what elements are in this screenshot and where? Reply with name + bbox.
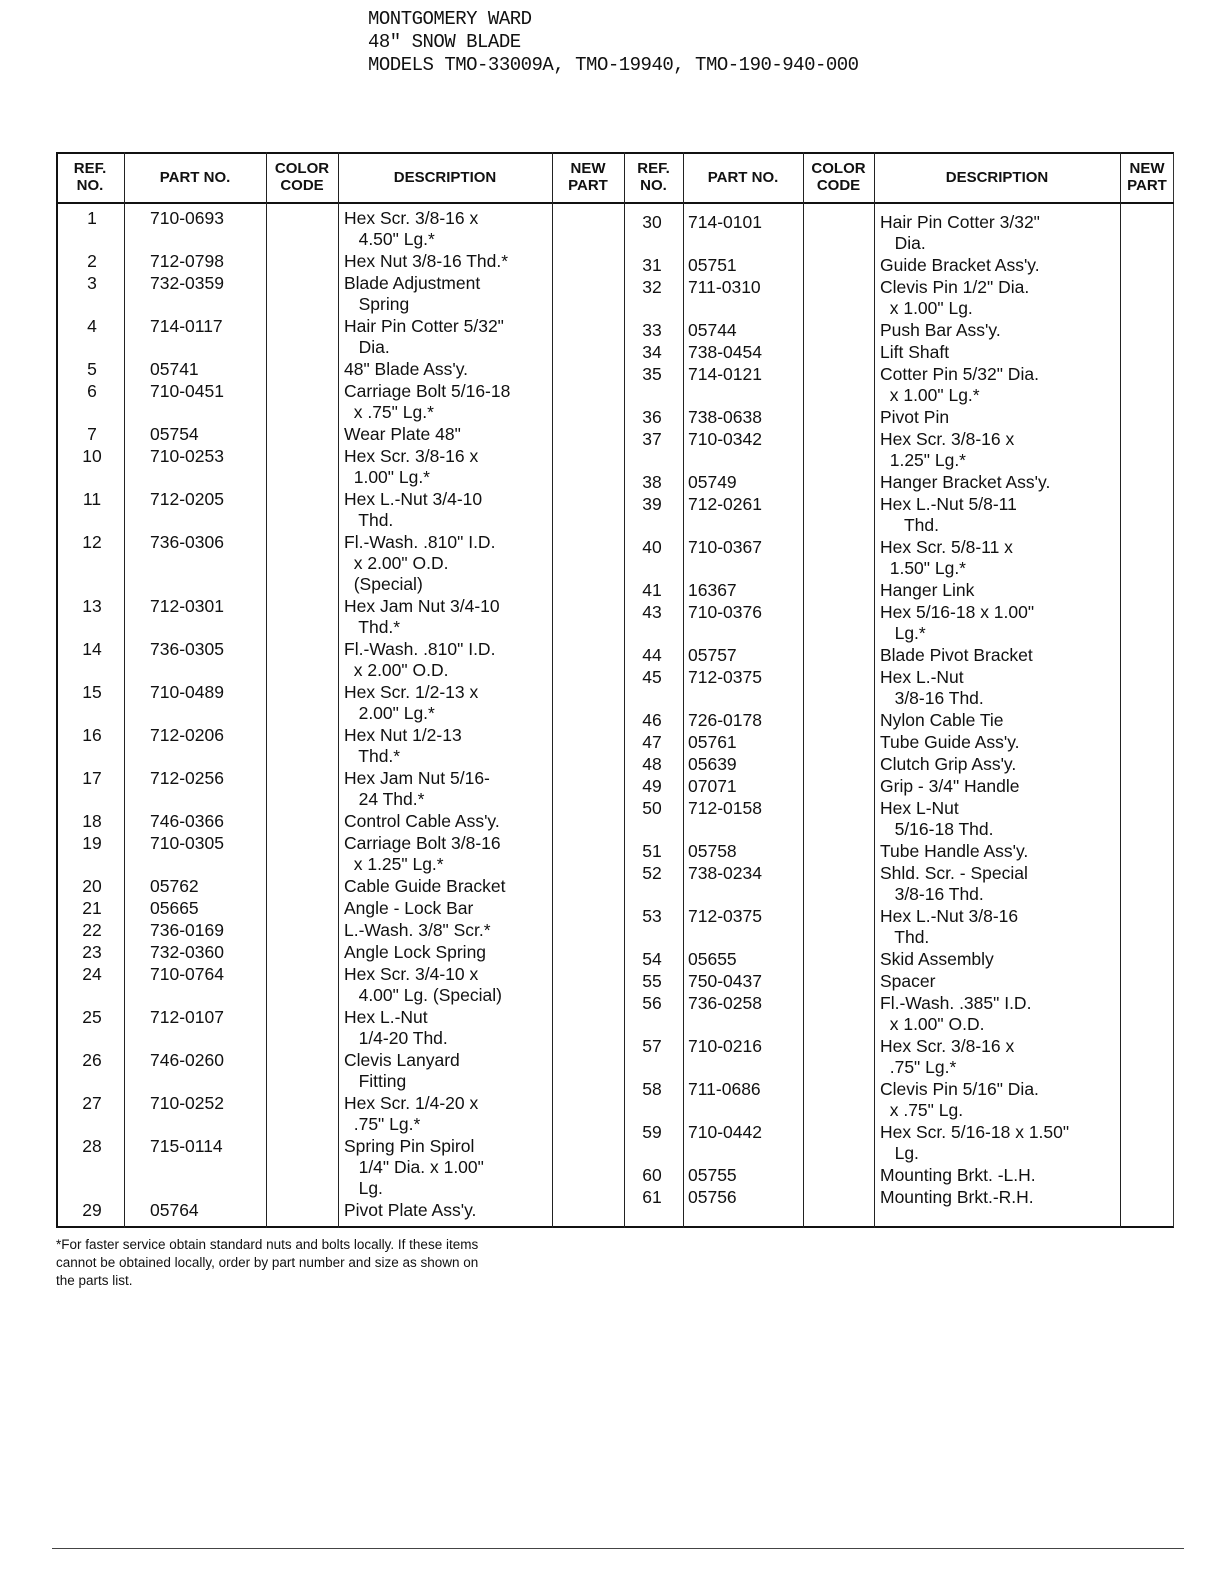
description-line: Hair Pin Cotter 5/32" [344, 316, 504, 336]
part-description [880, 798, 994, 840]
description-line: Dia. [344, 337, 390, 357]
description-line: Blade Pivot Bracket [880, 645, 1033, 665]
description-line: (Special) [344, 574, 423, 594]
part-description [880, 993, 1031, 1035]
ref-number: 6 [87, 381, 97, 401]
description-line: 1.50" Lg.* [880, 558, 966, 578]
header-ref-no-right: REF. NO. [637, 160, 670, 194]
description-line: x 1.00" Lg.* [880, 385, 980, 405]
part-description [344, 833, 501, 875]
description-line: 4.50" Lg.* [344, 229, 435, 249]
part-number: 05639 [688, 754, 737, 774]
ref-number: 30 [642, 212, 662, 232]
ref-number: 37 [642, 429, 662, 449]
description-line: Pivot Pin [880, 407, 950, 427]
description-line: Hex Nut 3/8-16 Thd.* [344, 251, 509, 271]
ref-number: 39 [642, 494, 662, 514]
ref-number: 41 [642, 580, 662, 600]
description-line: Spring Pin Spirol [344, 1136, 475, 1156]
part-number: 710-0376 [688, 602, 762, 622]
description-line: x .75" Lg.* [344, 402, 434, 422]
ref-number: 60 [642, 1165, 662, 1185]
product-line: 48" SNOW BLADE [368, 31, 521, 53]
header-color-code-right: COLOR CODE [811, 160, 866, 194]
description-line: 3/8-16 Thd. [880, 688, 984, 708]
part-number: 738-0234 [688, 863, 762, 883]
part-description [880, 1079, 1039, 1121]
part-number: 710-0216 [688, 1036, 762, 1056]
part-description [344, 424, 461, 445]
description-line: x 2.00" O.D. [344, 553, 449, 573]
description-line: Hex Nut 1/2-13 [344, 725, 462, 745]
description-line: Hex Scr. 3/8-16 x [344, 446, 479, 466]
header-divider [56, 202, 1174, 204]
description-line: Mounting Brkt.-R.H. [880, 1187, 1034, 1207]
ref-number: 11 [82, 489, 102, 509]
part-description [880, 645, 1033, 666]
part-description [880, 667, 984, 709]
part-number: 712-0375 [688, 667, 762, 687]
part-description [344, 208, 478, 250]
part-description [880, 732, 1020, 753]
part-description [880, 494, 1017, 536]
description-line: 3/8-16 Thd. [880, 884, 984, 904]
description-line: 24 Thd.* [344, 789, 425, 809]
part-description [344, 1200, 476, 1221]
description-line: Control Cable Ass'y. [344, 811, 500, 831]
part-description [880, 971, 935, 992]
part-description [880, 472, 1050, 493]
part-number: 710-0764 [150, 964, 224, 984]
description-line: Hex Scr. 3/8-16 x [880, 1036, 1015, 1056]
description-line: Clevis Pin 5/16" Dia. [880, 1079, 1039, 1099]
part-description [344, 1093, 478, 1135]
part-number: 05754 [150, 424, 199, 444]
models-line: MODELS TMO-33009A, TMO-19940, TMO-190-940-000 [368, 54, 859, 76]
part-number: 05758 [688, 841, 737, 861]
part-description [880, 754, 1016, 775]
part-description [880, 1122, 1069, 1164]
part-number: 712-0798 [150, 251, 224, 271]
description-line: Mounting Brkt. -L.H. [880, 1165, 1036, 1185]
header-description-right: DESCRIPTION [945, 168, 1049, 186]
part-description [344, 964, 502, 1006]
part-number: 738-0638 [688, 407, 762, 427]
part-description [344, 768, 490, 810]
part-number: 732-0359 [150, 273, 224, 293]
part-number: 710-0253 [150, 446, 224, 466]
part-number: 746-0366 [150, 811, 224, 831]
part-number: 714-0117 [150, 316, 223, 336]
part-description [344, 1050, 460, 1092]
part-description [344, 682, 478, 724]
description-line: L.-Wash. 3/8" Scr.* [344, 920, 491, 940]
part-number: 710-0367 [688, 537, 762, 557]
description-line: Lg.* [880, 623, 926, 643]
ref-number: 20 [82, 876, 102, 896]
ref-number: 13 [82, 596, 102, 616]
part-description [344, 898, 473, 919]
part-description [344, 876, 505, 897]
part-number: 711-0310 [688, 277, 761, 297]
part-description [880, 255, 1040, 276]
part-number: 05744 [688, 320, 737, 340]
ref-number: 35 [642, 364, 662, 384]
description-line: Hex Scr. 3/8-16 x [880, 429, 1015, 449]
part-number: 712-0158 [688, 798, 762, 818]
description-line: Fitting [344, 1071, 407, 1091]
description-line: Nylon Cable Tie [880, 710, 1004, 730]
part-description [880, 429, 1014, 471]
description-line: x .75" Lg. [880, 1100, 964, 1120]
part-description [880, 841, 1028, 862]
part-description [880, 863, 1028, 905]
description-line: Hex L.-Nut 3/4-10 [344, 489, 483, 509]
header-part-no-right: PART NO. [707, 168, 779, 186]
part-description [880, 212, 1040, 254]
part-number: 710-0451 [150, 381, 224, 401]
ref-number: 26 [82, 1050, 102, 1070]
ref-number: 16 [82, 725, 102, 745]
part-description [344, 1136, 484, 1199]
document-header [368, 8, 859, 77]
part-number: 05764 [150, 1200, 199, 1220]
description-line: Hanger Bracket Ass'y. [880, 472, 1051, 492]
description-line: 1/4" Dia. x 1.00" [344, 1157, 484, 1177]
part-number: 736-0306 [150, 532, 224, 552]
description-line: Clevis Pin 1/2" Dia. [880, 277, 1030, 297]
part-description [344, 725, 462, 767]
ref-number: 40 [642, 537, 662, 557]
ref-number: 4 [87, 316, 97, 336]
part-number: 07071 [688, 776, 737, 796]
description-line: Guide Bracket Ass'y. [880, 255, 1040, 275]
header-ref-no: REF. NO. [73, 160, 107, 194]
description-line: Hex Scr. 1/4-20 x [344, 1093, 479, 1113]
ref-number: 32 [642, 277, 662, 297]
part-number: 05755 [688, 1165, 737, 1185]
description-line: Hex 5/16-18 x 1.00" [880, 602, 1035, 622]
part-number: 05749 [688, 472, 737, 492]
ref-number: 47 [642, 732, 662, 752]
part-description [880, 602, 1034, 644]
description-line: Hex Scr. 1/2-13 x [344, 682, 479, 702]
part-number: 710-0305 [150, 833, 224, 853]
ref-number: 3 [87, 273, 97, 293]
parts-table [56, 152, 1174, 1228]
description-line: Angle - Lock Bar [344, 898, 474, 918]
part-description [880, 407, 949, 428]
description-line: Hex L.-Nut [880, 667, 964, 687]
header-description: DESCRIPTION [393, 168, 497, 186]
description-line: Fl.-Wash. .810" I.D. [344, 532, 496, 552]
part-description [344, 359, 468, 380]
ref-number: 53 [642, 906, 662, 926]
ref-number: 29 [82, 1200, 102, 1220]
ref-number: 45 [642, 667, 662, 687]
ref-number: 18 [82, 811, 102, 831]
part-number: 05762 [150, 876, 199, 896]
part-description [880, 320, 1001, 341]
ref-number: 14 [82, 639, 102, 659]
description-line: Hair Pin Cotter 3/32" [880, 212, 1040, 232]
part-number: 05757 [688, 645, 737, 665]
description-line: Hex Jam Nut 3/4-10 [344, 596, 500, 616]
footnote [56, 1236, 676, 1290]
footnote-line: the parts list. [56, 1273, 133, 1288]
part-description [880, 342, 949, 363]
description-line: Carriage Bolt 3/8-16 [344, 833, 501, 853]
description-line: Hex L.-Nut 5/8-11 [880, 494, 1017, 514]
part-number: 712-0256 [150, 768, 224, 788]
ref-number: 28 [82, 1136, 102, 1156]
description-line: Hex Scr. 5/8-11 x [880, 537, 1013, 557]
part-description [880, 949, 994, 970]
footnote-line: *For faster service obtain standard nuts and bolts locally. If these items [56, 1237, 479, 1252]
part-number: 726-0178 [688, 710, 762, 730]
description-line: Tube Handle Ass'y. [880, 841, 1029, 861]
description-line: Push Bar Ass'y. [880, 320, 1001, 340]
description-line: Hex Jam Nut 5/16- [344, 768, 490, 788]
description-line: Cable Guide Bracket [344, 876, 506, 896]
ref-number: 10 [82, 446, 102, 466]
ref-number: 59 [642, 1122, 662, 1142]
part-description [880, 1036, 1014, 1078]
part-number: 05741 [150, 359, 199, 379]
part-description [880, 1187, 1034, 1208]
header-color-code: COLOR CODE [274, 160, 330, 194]
description-line: Dia. [880, 233, 926, 253]
part-number: 710-0252 [150, 1093, 224, 1113]
ref-number: 7 [87, 424, 97, 444]
ref-number: 49 [642, 776, 662, 796]
description-line: Pivot Plate Ass'y. [344, 1200, 477, 1220]
footnote-line: cannot be obtained locally, order by part number and size as shown on [56, 1255, 479, 1270]
part-number: 05761 [688, 732, 737, 752]
description-line: Fl.-Wash. .810" I.D. [344, 639, 496, 659]
description-line: Clutch Grip Ass'y. [880, 754, 1017, 774]
description-line: Hanger Link [880, 580, 975, 600]
part-number: 712-0206 [150, 725, 224, 745]
ref-number: 24 [82, 964, 102, 984]
ref-number: 19 [82, 833, 102, 853]
brand-line: MONTGOMERY WARD [368, 8, 532, 30]
ref-number: 52 [642, 863, 662, 883]
part-number: 712-0261 [688, 494, 762, 514]
ref-number: 43 [642, 602, 662, 622]
ref-number: 27 [82, 1093, 102, 1113]
ref-number: 15 [82, 682, 102, 702]
part-description [344, 811, 500, 832]
part-description [344, 489, 482, 531]
description-line: Tube Guide Ass'y. [880, 732, 1020, 752]
description-line: Lift Shaft [880, 342, 950, 362]
part-number: 710-0342 [688, 429, 762, 449]
description-line: Fl.-Wash. .385" I.D. [880, 993, 1032, 1013]
ref-number: 5 [87, 359, 97, 379]
description-line: Spacer [880, 971, 936, 991]
ref-number: 34 [642, 342, 662, 362]
part-number: 05756 [688, 1187, 737, 1207]
description-line: x 1.00" Lg. [880, 298, 973, 318]
ref-number: 56 [642, 993, 662, 1013]
part-number: 05655 [688, 949, 737, 969]
part-number: 712-0107 [150, 1007, 224, 1027]
part-number: 736-0305 [150, 639, 224, 659]
part-description [344, 381, 510, 423]
part-number: 714-0101 [688, 212, 762, 232]
part-description [344, 251, 508, 272]
description-line: Thd. [880, 515, 940, 535]
ref-number: 38 [642, 472, 662, 492]
part-description [344, 639, 495, 681]
description-line: .75" Lg.* [880, 1057, 957, 1077]
part-number: 750-0437 [688, 971, 762, 991]
description-line: Clevis Lanyard [344, 1050, 460, 1070]
ref-number: 44 [642, 645, 662, 665]
part-description [344, 1007, 448, 1049]
header-new-part-right: NEW PART [1127, 160, 1167, 194]
part-description [344, 316, 504, 358]
ref-number: 50 [642, 798, 662, 818]
part-number: 746-0260 [150, 1050, 224, 1070]
part-number: 16367 [688, 580, 737, 600]
part-number: 711-0686 [688, 1079, 761, 1099]
part-description [880, 1165, 1036, 1186]
description-line: 1.00" Lg.* [344, 467, 430, 487]
ref-number: 48 [642, 754, 662, 774]
description-line: 48" Blade Ass'y. [344, 359, 469, 379]
part-number: 05665 [150, 898, 199, 918]
part-number: 710-0489 [150, 682, 224, 702]
ref-number: 23 [82, 942, 102, 962]
part-number: 712-0375 [688, 906, 762, 926]
description-line: Shld. Scr. - Special [880, 863, 1028, 883]
description-line: Hex Scr. 3/4-10 x [344, 964, 479, 984]
description-line: Thd.* [344, 746, 401, 766]
description-line: Wear Plate 48" [344, 424, 461, 444]
part-description [344, 942, 486, 963]
part-description [880, 906, 1018, 948]
ref-number: 2 [87, 251, 97, 271]
part-description [880, 537, 1013, 579]
description-line: Thd.* [344, 617, 401, 637]
ref-number: 51 [642, 841, 662, 861]
part-number: 712-0301 [150, 596, 224, 616]
description-line: Blade Adjustment [344, 273, 481, 293]
description-line: Lg. [880, 1143, 919, 1163]
description-line: Carriage Bolt 5/16-18 [344, 381, 511, 401]
ref-number: 31 [642, 255, 662, 275]
ref-number: 21 [82, 898, 102, 918]
ref-number: 58 [642, 1079, 662, 1099]
page-bottom-rule [52, 1548, 1184, 1549]
description-line: x 1.00" O.D. [880, 1014, 985, 1034]
ref-number: 1 [87, 208, 97, 228]
description-line: 1.25" Lg.* [880, 450, 966, 470]
description-line: Spring [344, 294, 410, 314]
part-number: 710-0442 [688, 1122, 762, 1142]
part-description [344, 920, 491, 941]
part-number: 732-0360 [150, 942, 224, 962]
ref-number: 22 [82, 920, 102, 940]
part-number: 714-0121 [688, 364, 762, 384]
part-description [344, 446, 478, 488]
part-number: 738-0454 [688, 342, 762, 362]
part-number: 710-0693 [150, 208, 224, 228]
ref-number: 57 [642, 1036, 662, 1056]
description-line: .75" Lg.* [344, 1114, 421, 1134]
ref-number: 36 [642, 407, 662, 427]
description-line: Lg. [344, 1178, 383, 1198]
part-description [344, 273, 480, 315]
description-line: Grip - 3/4" Handle [880, 776, 1020, 796]
ref-number: 61 [642, 1187, 662, 1207]
description-line: x 1.25" Lg.* [344, 854, 444, 874]
description-line: Thd. [880, 927, 930, 947]
ref-number: 54 [642, 949, 662, 969]
header-new-part: NEW PART [568, 160, 608, 194]
header-part-no: PART NO. [159, 168, 231, 186]
description-line: Angle Lock Spring [344, 942, 487, 962]
description-line: Hex L.-Nut [344, 1007, 428, 1027]
ref-number: 25 [82, 1007, 102, 1027]
part-number: 736-0258 [688, 993, 762, 1013]
description-line: Thd. [344, 510, 394, 530]
description-line: 4.00" Lg. (Special) [344, 985, 502, 1005]
description-line: 1/4-20 Thd. [344, 1028, 448, 1048]
description-line: Hex Scr. 3/8-16 x [344, 208, 479, 228]
description-line: Cotter Pin 5/32" Dia. [880, 364, 1039, 384]
part-number: 712-0205 [150, 489, 224, 509]
ref-number: 12 [82, 532, 102, 552]
ref-number: 33 [642, 320, 662, 340]
part-description [344, 532, 495, 595]
part-description [344, 596, 500, 638]
part-description [880, 580, 974, 601]
ref-number: 55 [642, 971, 662, 991]
description-line: 5/16-18 Thd. [880, 819, 994, 839]
part-number: 715-0114 [150, 1136, 223, 1156]
description-line: 2.00" Lg.* [344, 703, 435, 723]
part-description [880, 776, 1019, 797]
description-line: Hex Scr. 5/16-18 x 1.50" [880, 1122, 1070, 1142]
part-description [880, 277, 1029, 319]
description-line: Skid Assembly [880, 949, 994, 969]
ref-number: 46 [642, 710, 662, 730]
part-number: 05751 [688, 255, 737, 275]
part-description [880, 710, 1004, 731]
ref-number: 17 [82, 768, 102, 788]
part-description [880, 364, 1039, 406]
description-line: Hex L-Nut [880, 798, 959, 818]
part-number: 736-0169 [150, 920, 224, 940]
description-line: x 2.00" O.D. [344, 660, 449, 680]
description-line: Hex L.-Nut 3/8-16 [880, 906, 1019, 926]
